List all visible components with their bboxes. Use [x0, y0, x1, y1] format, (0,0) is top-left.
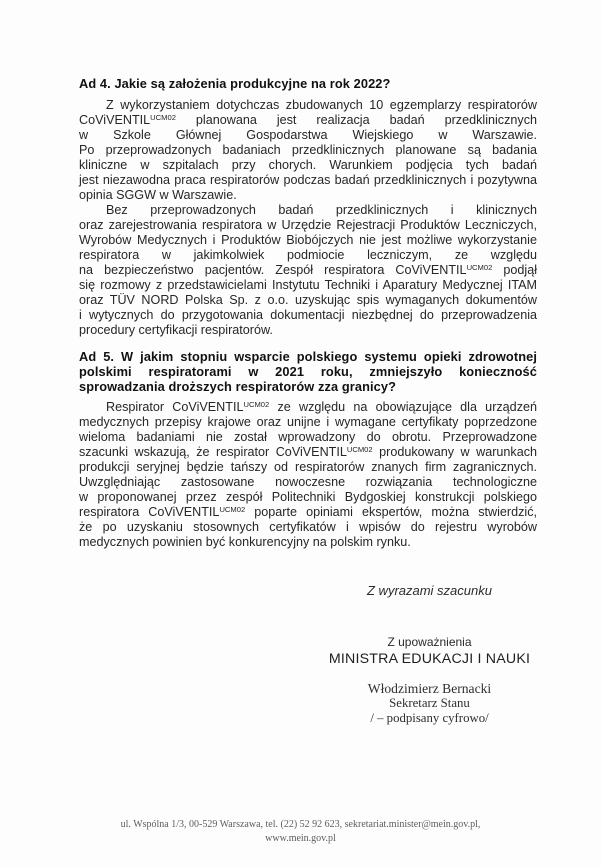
text-segment: Wyrobów Medycznych i Produktów Biobójczych nie jest możliwe wykorzystanie — [79, 233, 537, 247]
page-footer — [0, 818, 601, 846]
text-segment: się rozmowy z przedstawicielami Instytutu Techniki i Aparatury Medycznej ITAM — [79, 278, 537, 292]
text-line — [79, 173, 537, 188]
signer-position: Sekretarz Stanu — [389, 696, 470, 710]
text-segment: opinia SGGW w Warszawie. — [79, 188, 237, 202]
text-line — [79, 475, 537, 490]
text-line — [79, 188, 537, 203]
question-4-heading — [79, 76, 537, 91]
text-segment: produkowany w warunkach — [372, 445, 537, 459]
superscript-model-code: UCM02 — [150, 113, 176, 122]
text-segment: Respirator CoViVENTIL — [106, 400, 244, 414]
text-segment: CoViVENTIL — [79, 113, 151, 127]
superscript-model-code: UCM02 — [346, 445, 373, 454]
text-segment: Bez przeprowadzonych badań przedklinicznych i klinicznych — [106, 203, 537, 217]
footer-address-line: ul. Wspólna 1/3, 00-529 Warszawa, tel. (22) 52 92 623, sekretariat.minister@mein.gov.pl, — [120, 819, 481, 830]
text-line — [79, 308, 537, 323]
text-line — [79, 323, 537, 338]
text-line — [79, 248, 537, 263]
text-line — [79, 293, 537, 308]
text-segment: kliniczne w szpitalach przy chorych. Warunkiem podjęcia tych badań — [79, 158, 537, 172]
text-segment: ze względu na obowiązujące dla urządzeń — [269, 400, 537, 414]
question-4-paragraph-1 — [79, 98, 537, 203]
text-segment: planowana jest realizacja badań przedklinicznych — [175, 113, 537, 127]
text-segment: respiratora CoViVENTIL — [79, 505, 220, 519]
text-segment: Uwzględniając zastosowane nowoczesne rozwiązania technologiczne — [79, 475, 537, 489]
text-segment: w Szkole Głównej Gospodarstwa Wiejskiego w Warszawie. — [79, 128, 537, 142]
text-line — [79, 203, 537, 218]
text-line — [79, 143, 537, 158]
text-segment: poparte opiniami ekspertów, można stwierdzić, — [245, 505, 537, 519]
text-line — [79, 158, 537, 173]
text-segment: sprowadzania droższych respiratorów zza granicy? — [79, 379, 396, 394]
text-line — [79, 445, 537, 460]
text-segment: polskimi respiratorami w 2021 roku, zmniejszyło konieczność — [79, 364, 537, 379]
text-segment: i wytycznych do przygotowania dokumentacji niezbędnej do przeprowadzenia — [79, 308, 537, 322]
closing-salutation: Z wyrazami szacunku — [367, 583, 492, 598]
text-line — [79, 364, 537, 379]
text-line — [79, 233, 537, 248]
text-segment: na bezpieczeństwo pacjentów. Zespół respiratora CoViVENTIL — [79, 263, 467, 277]
superscript-model-code: UCM02 — [219, 505, 246, 514]
text-line — [79, 505, 537, 520]
text-segment: Ad 5. W jakim stopniu wsparcie polskiego systemu opieki zdrowotnej — [79, 349, 537, 364]
question-4-paragraph-2 — [79, 203, 537, 338]
text-segment: produkcji seryjnej będzie tańszy od respiratorów znanych firm zagranicznych. — [79, 460, 537, 474]
text-line — [79, 379, 537, 394]
text-segment: w proponowanej przez zespół Politechniki Bydgoskiej konstrukcji polskiego — [79, 490, 537, 504]
text-segment: Po przeprowadzonych badaniach przedklinicznych planowane są badania — [79, 143, 537, 157]
footer-website: www.mein.gov.pl — [265, 833, 336, 844]
signer-details — [297, 681, 562, 726]
text-line — [79, 218, 537, 233]
text-segment: oraz TÜV NORD Polska Sp. z o.o. uzyskując spis wymaganych dokumentów — [79, 293, 537, 307]
text-segment: medycznych powinien być konkurencyjny na polskim rynku. — [79, 535, 411, 549]
text-segment: Ad 4. Jakie są założenia produkcyjne na rok 2022? — [79, 76, 391, 91]
text-segment: respiratora w jakimkolwiek podmiocie leczniczym, ze względu — [79, 248, 537, 262]
text-segment: podjął — [492, 263, 537, 277]
text-line — [79, 263, 537, 278]
letter-body — [79, 76, 537, 726]
text-line — [79, 400, 537, 415]
text-line — [79, 460, 537, 475]
question-5-heading — [79, 349, 537, 394]
superscript-model-code: UCM02 — [466, 263, 493, 272]
question-5-paragraph-1 — [79, 400, 537, 550]
signer-name: Włodzimierz Bernacki — [367, 681, 492, 696]
text-line — [79, 520, 537, 535]
text-segment: oraz zarejestrowania respiratora w Urzędzie Rejestracji Produktów Leczniczych, — [79, 218, 537, 232]
text-line — [79, 415, 537, 430]
text-segment: szacunki wskazują, że respirator CoViVENTIL — [79, 445, 347, 459]
text-line — [79, 128, 537, 143]
signature-block — [297, 635, 562, 726]
text-line — [79, 76, 537, 91]
text-segment: medycznych przepisy krajowe oraz unijne i wymagane certyfikaty poprzedzone — [79, 415, 537, 429]
digital-signature-note: / – podpisany cyfrowo/ — [370, 711, 489, 725]
text-line — [79, 98, 537, 113]
text-line — [79, 535, 537, 550]
minister-authority: MINISTRA EDUKACJI I NAUKI — [328, 651, 531, 667]
text-line — [79, 278, 537, 293]
text-line — [79, 349, 537, 364]
text-line — [79, 430, 537, 445]
text-line — [79, 490, 537, 505]
text-line — [79, 113, 537, 128]
text-segment: jest niezawodna praca respiratorów podczas badań przedklinicznych i pozytywna — [79, 173, 537, 187]
text-segment: Z wykorzystaniem dotychczas zbudowanych 10 egzemplarzy respiratorów — [106, 98, 537, 112]
superscript-model-code: UCM02 — [243, 400, 270, 409]
text-segment: procedury certyfikacji respiratorów. — [79, 323, 273, 337]
text-segment: że po uzyskaniu stosownych certyfikatów i wpisów do rejestru wyrobów — [79, 520, 537, 534]
text-segment: wieloma badaniami nie został wprowadzony do obrotu. Przeprowadzone — [79, 430, 537, 444]
authorization-label: Z upoważnienia — [387, 635, 472, 649]
